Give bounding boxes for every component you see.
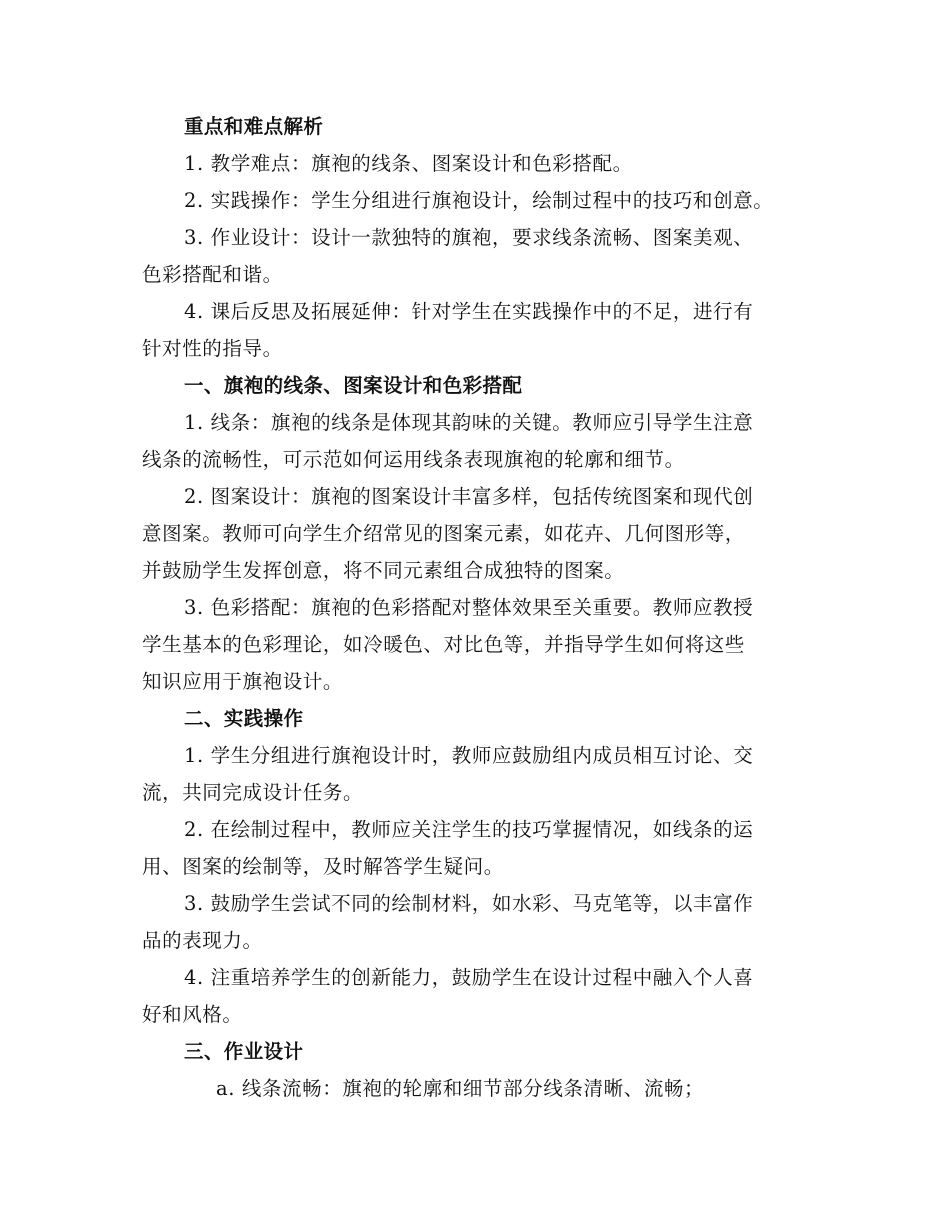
paragraph-line: 品的表现力。 bbox=[142, 929, 263, 952]
paragraph-line: 3. 作业设计：设计一款独特的旗袍，要求线条流畅、图案美观、 bbox=[184, 226, 754, 249]
paragraph-line: 针对性的指导。 bbox=[142, 337, 283, 360]
section-heading-key-points: 重点和难点解析 bbox=[184, 115, 324, 138]
paragraph-line: 学生基本的色彩理论，如冷暖色、对比色等，并指导学生如何将这些 bbox=[142, 633, 746, 656]
paragraph-line: 1. 学生分组进行旗袍设计时，教师应鼓励组内成员相互讨论、交 bbox=[184, 744, 754, 767]
paragraph-line: 2. 实践操作：学生分组进行旗袍设计，绘制过程中的技巧和创意。 bbox=[184, 189, 774, 212]
paragraph-line: 3. 色彩搭配：旗袍的色彩搭配对整体效果至关重要。教师应教授 bbox=[184, 596, 754, 619]
paragraph-line: 用、图案的绘制等，及时解答学生疑问。 bbox=[142, 855, 504, 878]
section-heading-2: 二、实践操作 bbox=[184, 707, 304, 730]
paragraph-line: 2. 图案设计：旗袍的图案设计丰富多样，包括传统图案和现代创 bbox=[184, 485, 754, 508]
paragraph-line: 2. 在绘制过程中，教师应关注学生的技巧掌握情况，如线条的运 bbox=[184, 818, 754, 841]
paragraph-line: 意图案。教师可向学生介绍常见的图案元素，如花卉、几何图形等， bbox=[142, 522, 746, 545]
paragraph-line: 4. 注重培养学生的创新能力，鼓励学生在设计过程中融入个人喜 bbox=[184, 966, 754, 989]
paragraph-line: 知识应用于旗袍设计。 bbox=[142, 670, 344, 693]
paragraph-line: 1. 教学难点：旗袍的线条、图案设计和色彩搭配。 bbox=[184, 152, 633, 175]
paragraph-line: 4. 课后反思及拓展延伸：针对学生在实践操作中的不足，进行有 bbox=[184, 300, 754, 323]
section-heading-3: 三、作业设计 bbox=[184, 1040, 304, 1063]
paragraph-line: 并鼓励学生发挥创意，将不同元素组合成独特的图案。 bbox=[142, 559, 625, 582]
section-heading-1: 一、旗袍的线条、图案设计和色彩搭配 bbox=[184, 374, 523, 397]
paragraph-line: 流，共同完成设计任务。 bbox=[142, 781, 364, 804]
paragraph-line: 线条的流畅性，可示范如何运用线条表现旗袍的轮廓和细节。 bbox=[142, 448, 685, 471]
paragraph-line: 色彩搭配和谐。 bbox=[142, 263, 283, 286]
paragraph-line: 3. 鼓励学生尝试不同的绘制材料，如水彩、马克笔等，以丰富作 bbox=[184, 892, 754, 915]
paragraph-line: a. 线条流畅：旗袍的轮廓和细节部分线条清晰、流畅； bbox=[216, 1077, 705, 1100]
paragraph-line: 好和风格。 bbox=[142, 1003, 243, 1026]
paragraph-line: 1. 线条：旗袍的线条是体现其韵味的关键。教师应引导学生注意 bbox=[184, 411, 754, 434]
